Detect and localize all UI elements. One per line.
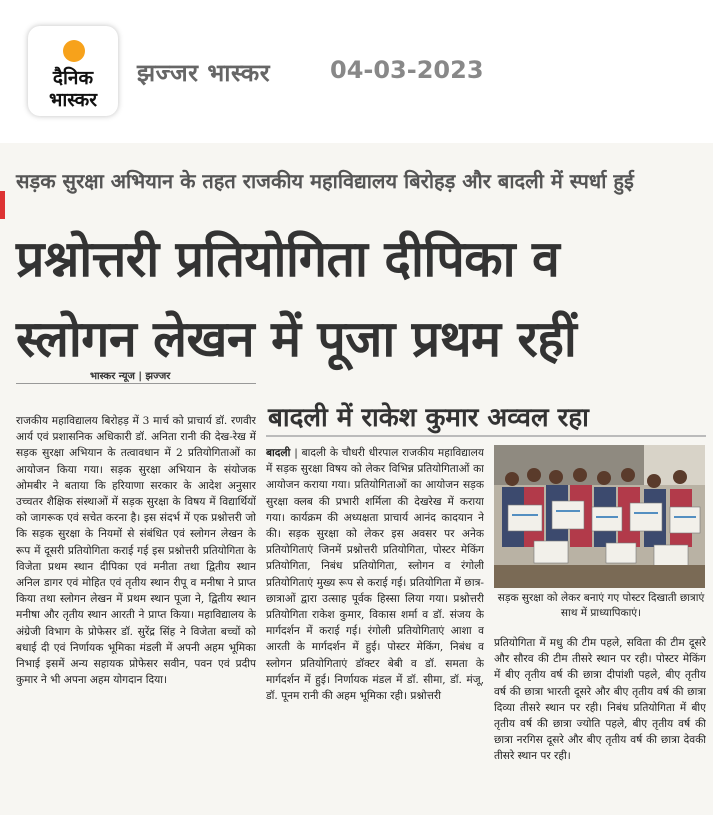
dainik-bhaskar-logo [28,26,118,116]
headline-line2: स्लोगन लेखन में पूजा प्रथम रहीं [16,310,577,368]
page-header [0,0,713,140]
sun-icon [63,40,85,62]
edition-date: 04-03-2023 [330,56,484,84]
kicker-headline: सड़क सुरक्षा अभियान के तहत राजकीय महाविद्यालय बिरोहड़ और बादली में स्पर्धा हुई [16,169,634,193]
photo-caption: सड़क सुरक्षा को लेकर बनाएं गए पोस्टर दिखाती छात्राएं साथ में प्राध्यापिकाएं। [497,592,705,619]
divider [266,435,706,437]
edge-mark [0,191,5,219]
logo-line1: दैनिक [52,67,94,89]
photo-illustration [494,445,705,588]
article-column-2 [266,445,484,810]
column-2-text: | बादली के चौधरी धीरपाल राजकीय महाविद्यालय में सड़क सुरक्षा विषय को लेकर विभिन्न प्रतियोगिताओं का आयोजन कराया गया। प्रतियोगिताओं का आयोजन सड़क सुरक्षा क्लब की प्रभारी शर्मिला की देखरेख में कराया गया। कार्यक्रम की अध्यक्षता प्राचार्य आनंद कादयान ने की। सड़क सुरक्षा को लेकर इस अवसर पर अनेक प्रतियोगिताएं जिनमें प्रश्नोत्तरी प्रतियोगिता, पोस्टर मेकिंग प्रतियोगिता, निबंध प्रतियोगिता, स्लोगन व रंगोली प्रतियोगिताएं मुख्य रूप से कराई गई। प्रतियोगिता में छात्र-छात्राओं द्वारा उत्साह पूर्वक हिस्सा लिया गया। प्रश्नोत्तरी प्रतियोगिता राकेश कुमार, विकास शर्मा व डॉ. संजय के मार्गदर्शन में कराई गई। रंगोली प्रतियोगिताएं आशा व आरती के मार्गदर्शन में हुई। पोस्टर मेकिंग, निबंध व स्लोगन प्रतियोगिताएं डॉक्टर बेबी व डॉ. समता के मार्गदर्शन में हुई। निर्णायक मंडल में डॉ. सीमा, डॉ. मंजू, डॉ. पूनम रानी की अहम भूमिका रही। प्रश्नोत्तरी [266,447,484,703]
article-column-1: राजकीय महाविद्यालय बिरोहड़ में 3 मार्च को प्राचार्य डॉ. रणवीर आर्य एवं प्रशासनिक अधिकारी डॉ. अनिता रानी की देख-रेख में सड़क सुरक्षा अभियान के तत्वावधान में 2 प्रतियोगिताओं का आयोजन किया गया। सड़क सुरक्षा अभियान के संयोजक ओमबीर ने बताया कि हरियाणा सरकार के आदेश अनुसार उच्चतर शैक्षिक संस्थाओं में सड़क सुरक्षा के विषय में विद्यार्थियों को जागरूक एवं सचेत करना है। इस संदर्भ में एक प्रश्नोत्तरी जो कि सड़क सुरक्षा के नियमों से संबंधित एवं स्लोगन लेखन के रूप में दूसरी प्रतियोगिता कराई गई इस प्रश्नोत्तरी प्रतियोगिता के विजेता प्रथम स्थान दीपिका एवं मनीता तथा द्वितीय स्थान अनिल डागर एवं मोहित एवं तृतीय स्थान रीपू व मनीषा ने प्राप्त किया तथा स्लोगन लेखन में प्रथम स्थान पूजा ने, द्वितीय स्थान मनीषा और तृतीय स्थान आरती ने प्राप्त किया। महाविद्यालय के अंग्रेजी विभाग के प्रोफेसर डॉ. सुरेंद्र सिंह ने विजेता बच्चों को बधाई दी एवं निर्णायक भूमिका मंडली में अपनी अहम भूमिका निभाई इसमें अन्य सहायक प्रोफेसर सवीन, पवन एवं प्रदीप कुमार ने भी अपना अहम योगदान दिया। [16,415,256,687]
logo-line2: भास्कर [48,89,98,111]
byline: भास्कर न्यूज | झज्जर [90,371,171,382]
headline-line1: प्रश्नोत्तरी प्रतियोगिता दीपिका व [16,230,560,288]
news-clipping [0,143,713,815]
subheadline: बादली में राकेश कुमार अव्वल रहा [268,403,589,433]
paper-edition-name: झज्जर भास्कर [137,59,271,87]
article-column-3: प्रतियोगिता में मधु की टीम पहले, सविता की टीम दूसरे और सौरव की टीम तीसरे स्थान पर रही। पोस्टर मेकिंग में बीए तृतीय वर्ष की छात्रा दीपांशी पहले, बीए तृतीय वर्ष की छात्रा भारती दूसरे और बीए तृतीय वर्ष की छात्रा दिव्या तीसरे स्थान पर रही। निबंध प्रतियोगिता में बीए तृतीय वर्ष की छात्रा ज्योति पहले, बीए तृतीय वर्ष की छात्रा नरगिस दूसरे और बीए तृतीय वर्ष की छात्रा देवकी तीसरे स्थान पर रही। [494,637,706,763]
students-poster-photo [494,445,705,588]
dateline: बादली [266,447,291,459]
divider [16,383,256,384]
